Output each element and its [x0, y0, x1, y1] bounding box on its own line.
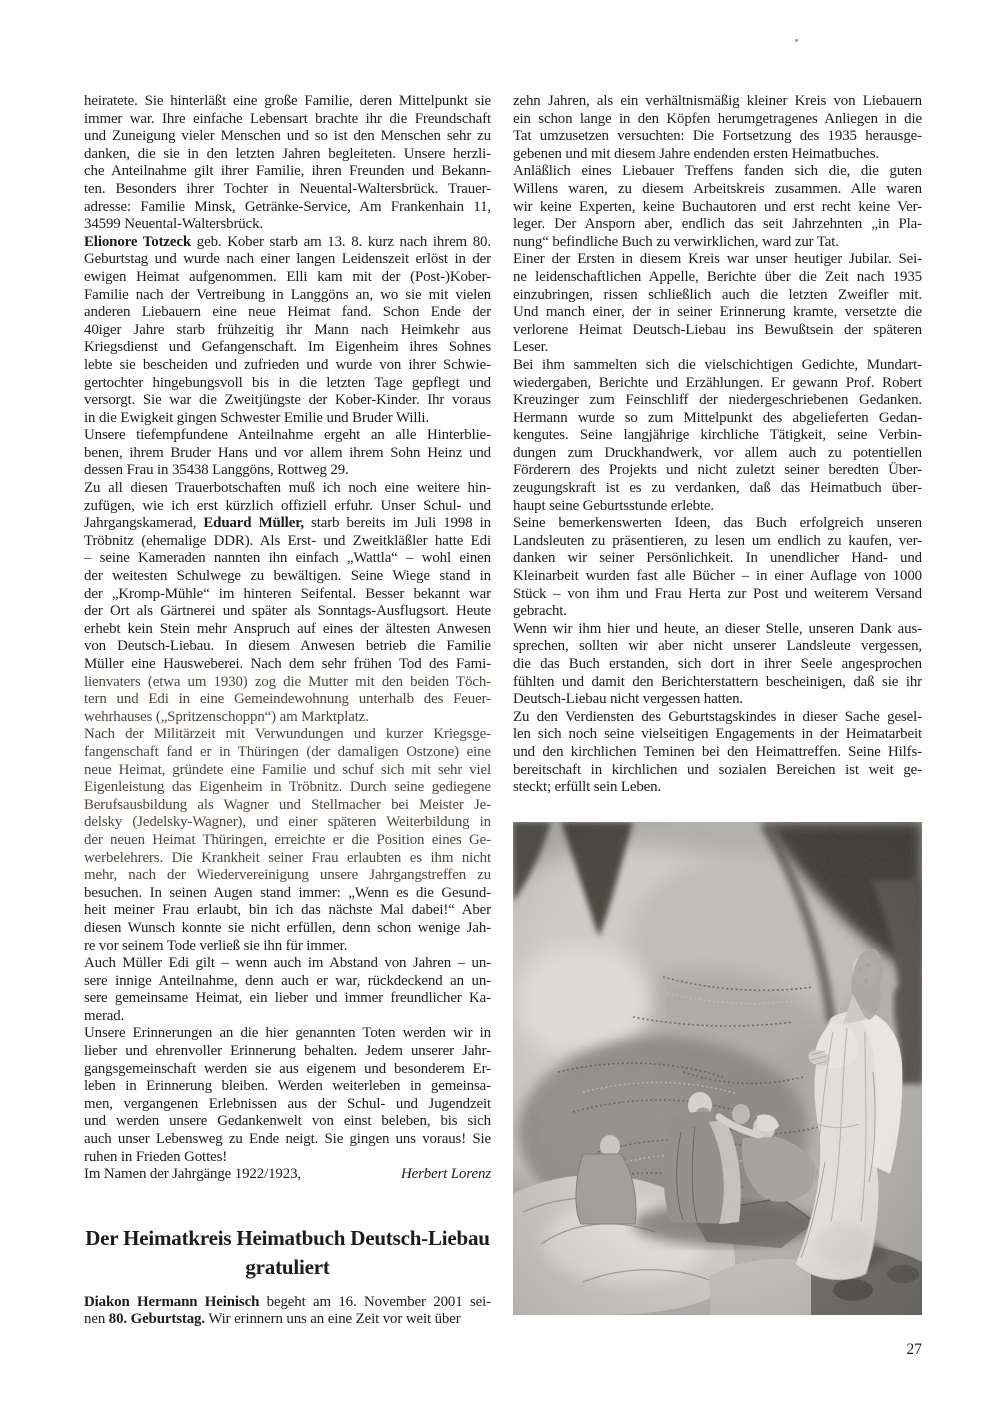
text-line: sere innige Anteilnahme, denn auch er war, rückdeckend an un-	[84, 972, 491, 989]
text-line: Kriegsdienst und Gefangenschaft. Im Eigenheim ihres Sohnes	[84, 339, 491, 356]
text-line: einzubringen, rissen schließlich auch die letzten Zweifler mit.	[513, 286, 922, 303]
heading-line-2: gratuliert	[245, 1254, 330, 1279]
gethsemane-sculpture-photo	[513, 822, 922, 1315]
text-line: heiratete. Sie hinterläßt eine große Familie, deren Mittelpunkt sie	[84, 93, 491, 109]
text-line: diesen Wunsch konnte sie nicht erfüllen, denn schon wenige Jah-	[84, 919, 491, 936]
text-line: lebte sie bescheiden und zufrieden und wurde von ihrer Schwie-	[84, 356, 491, 373]
text-line: len sich noch seine vielseitigen Engagements in der Heimatarbeit	[513, 726, 922, 743]
text-line: lieber und ehrenvoller Erinnerung behalten. Jedem unserer Jahr-	[84, 1043, 491, 1060]
text-line: benen, ihrem Bruder Hans und vor allem ihrem Sohn Heinz und	[84, 444, 491, 461]
text-line: gebenen und mit diesem Jahre endenden ersten Heimatbuches.	[513, 145, 880, 162]
text-line: ten. Besonders ihrer Tochter in Neuental-Waltersbrück. Trauer-	[84, 180, 491, 197]
text-line: Familie nach der Vertreibung in Langgöns an, wo sie mit vielen	[84, 286, 491, 303]
text-line: gangsgemeinschaft werden sie aus eigenem und besonderem Er-	[84, 1060, 491, 1077]
text-line: Geburtstag und wurde nach einer langen Leidenszeit erlöst in der	[84, 251, 491, 268]
text-line: Willens waren, zu diesem Arbeitskreis zusammen. Alle waren	[513, 180, 922, 197]
text-line: Eigenleistung das Eigenheim in Tröbnitz. Durch seine gediegene	[84, 779, 491, 796]
text-line: dessen Frau in 35438 Langgöns, Rottweg 29.	[84, 462, 349, 479]
text-line: und werden unsere Gedankenwelt von einst beleben, bis sich	[84, 1113, 491, 1130]
text-line: und Zuneigung vieler Menschen und so ist den Menschen sehr zu	[84, 128, 491, 145]
signature-name: Herbert Lorenz	[400, 1166, 491, 1183]
right-column	[513, 93, 922, 1315]
text-line: Landsleuten zu präsentieren, zu lesen um endlich zu kaufen, ver-	[513, 532, 922, 549]
text-line: mehr, nach der Wiedervereinigung unsere Jahrgangstreffen zu	[84, 867, 491, 884]
text-line: Seine bemerkenswerten Ideen, das Buch erfolgreich unseren	[513, 515, 922, 532]
text-line: in die Ewigkeit gingen Schwester Emilie und Bruder Willi.	[84, 409, 430, 426]
text-line: der neuen Heimat Thüringen, erreichte er die Position eines Ge-	[84, 831, 491, 848]
text-line: Kreuzinger zum Feinschliff der niedergeschriebenen Gedanken.	[513, 392, 922, 409]
text-line: verlorene Heimat Deutsch-Liebau ins Bewußtsein der späteren	[513, 321, 922, 338]
text-line: heit meiner Frau erlaubt, bin ich das nächste Mal dabei!“ Aber	[84, 902, 491, 919]
text-line: versorgt. Sie war die Zweitjüngste der Kober-Kinder. Ihr voraus	[84, 392, 491, 409]
text-line: fangenschaft fand er in Thüringen (der damaligen Ostzone) eine	[84, 743, 491, 760]
left-column-text	[84, 93, 491, 1184]
text-line: Jahrgangskamerad, Eduard Müller, starb bereits im Juli 1998 in	[84, 515, 491, 532]
text-line: Anläßlich eines Liebauer Treffens fanden sich die, die guten	[513, 163, 922, 180]
text-line: Einer der Ersten in diesem Kreis war unser heutiger Jubilar. Sei-	[513, 251, 922, 268]
text-line: die das Buch erstanden, sich dort in ihrer Seele angesprochen	[513, 656, 922, 672]
text-line: Auch Müller Edi gilt – wenn auch im Abstand von Jahren – un-	[84, 955, 491, 972]
gethsemane-photo-graphic	[513, 822, 922, 1315]
text-line: dungen zum Druckhandwerk, vor allem auch zu potentiellen	[513, 444, 922, 461]
text-line: zehn Jahren, als ein verhältnismäßig kleiner Kreis von Liebauern	[513, 93, 922, 109]
right-column-text	[513, 93, 922, 797]
text-line: der „Kromp-Mühle“ im hinteren Seifental. Besser bekannt war	[84, 585, 491, 602]
text-line: danken wir seiner Persönlichkeit. In unendlicher Hand- und	[513, 550, 922, 567]
section-heading	[84, 1224, 491, 1282]
left-column	[84, 93, 491, 1329]
text-line: – seine Kameraden nannten ihn einfach „Wattla“ – wohl einen	[84, 550, 491, 567]
text-line: Elionore Totzeck geb. Kober starb am 13. 8. kurz nach ihrem 80.	[84, 233, 491, 250]
text-line: leben in Erinnerung bleiben. Werden weiterleben in gemeinsa-	[84, 1078, 491, 1095]
text-line: nung“ befindliche Buch zu verwirklichen, ward zur Tat.	[513, 233, 839, 250]
text-line: 34599 Neuental-Waltersbrück.	[84, 216, 264, 233]
text-line: adresse: Familie Minsk, Getränke-Service, Am Frankenhain 11,	[84, 198, 491, 215]
text-line: Leser.	[513, 339, 549, 356]
text-line: Bei ihm sammelten sich die vielschichtigen Gedichte, Mundart-	[513, 356, 922, 373]
text-line: erhebt kein Stein mehr Anspruch auf eines der ältesten Anwesen	[84, 620, 491, 637]
text-line: Unsere Erinnerungen an die hier genannten Toten werden wir in	[84, 1025, 491, 1042]
text-line: ewigen Heimat aufgenommen. Elli kam mit der (Post-)Kober-	[84, 268, 491, 285]
text-line: Tröbnitz (ehemalige DDR). Als Erst- und Zweitkläßler hatte Edi	[84, 532, 491, 549]
text-line: Zu all diesen Trauerbotschaften muß ich noch eine weitere hin-	[84, 480, 491, 497]
text-line: Tat umzusetzen versuchten: Die Fortsetzung des 1935 herausge-	[513, 128, 922, 145]
text-line: von Deutsch-Liebau. In diesem Anwesen betrieb die Familie	[84, 638, 491, 655]
text-line: ruhen in Frieden Gottes!	[84, 1148, 228, 1165]
text-line: der Ort als Gärtnerei und später als Sonntags-Ausflugsort. Heute	[84, 603, 491, 620]
text-line: ne leidenschaftlichen Appelle, Berichte über die Zeit nach 1935	[513, 268, 922, 285]
text-line: Förderern des Projekts und nicht zuletzt seiner beredten Über-	[513, 462, 922, 479]
text-line: zufügen, wie ich erst kürzlich offiziell erfuhr. Unser Schul- und	[84, 497, 491, 514]
text-line: werbelehrers. Die Krankheit seiner Frau erlaubten es ihm nicht	[84, 849, 491, 866]
text-line: merad.	[84, 1007, 125, 1024]
text-line: men, vergangenen Erlebnissen aus der Schul- und Jugendzeit	[84, 1095, 491, 1112]
text-line	[84, 1166, 491, 1184]
text-line: Müller eine Hausweberei. Nach dem sehr frühen Tod des Fami-	[84, 656, 491, 672]
text-line: Hermann wurde so zum Mittelpunkt des abgelieferten Gedan-	[513, 409, 922, 426]
signature-intro: Im Namen der Jahrgänge 1922/1923,	[84, 1166, 302, 1183]
text-line: bereitschaft in kirchlichen und sozialen Bereichen ist weit ge-	[513, 761, 922, 778]
text-line: besuchen. In seinen Augen stand immer: „Wenn es die Gesund-	[84, 884, 491, 901]
text-line: lienvaters (etwa um 1930) zog die Mutter mit den beiden Töch-	[84, 673, 491, 690]
text-line: delsky (Jedelsky-Wagner), und einer späteren Weiterbildung in	[84, 814, 491, 831]
text-line: Kleinarbeit wurden fast alle Bücher – in einer Auflage von 1000	[513, 568, 922, 585]
text-line: leger. Der Ansporn aber, endlich das seit Jahrzehnten „in Pla-	[513, 216, 922, 233]
text-line: re vor seinem Tode verließ sie ihn für immer.	[84, 937, 348, 954]
text-line: nen 80. Geburtstag. Wir erinnern uns an eine Zeit vor weit über	[84, 1311, 461, 1328]
heading-followup-text	[84, 1294, 491, 1329]
text-line: che Anteilnahme gilt ihrer Familie, ihren Freunden und Bekann-	[84, 163, 491, 180]
text-line: kengutes. Seine langjährige kirchliche Tätigkeit, seine Verbin-	[513, 427, 922, 444]
text-line: steckt; erfüllt sein Leben.	[513, 779, 662, 796]
text-line: gebracht.	[513, 603, 567, 620]
text-line: wiedergaben, Berichte und Erzählungen. Er gewann Prof. Robert	[513, 374, 922, 391]
text-line: Nach der Militärzeit mit Verwundungen und kurzer Kriegsge-	[84, 726, 491, 743]
page-number: 27	[906, 1341, 922, 1358]
text-line: ein schon lange in den Köpfen herumgetragenes Anliegen in die	[513, 110, 922, 127]
text-line: neue Heimat, gründete eine Familie und schuf sich mit sehr viel	[84, 761, 491, 778]
text-line: Wenn wir ihm hier und heute, an dieser Stelle, unseren Dank aus-	[513, 620, 922, 637]
text-line: fühlten und damit den Berichterstattern bescheinigen, daß sie ihr	[513, 673, 922, 690]
text-line: der weitesten Schulwege zu bewältigen. Seine Wiege stand in	[84, 568, 491, 585]
text-line: Deutsch-Liebau nicht vergessen hatten.	[513, 691, 744, 708]
text-line: danken, die sie in den letzten Jahren begleiteten. Unsere herzli-	[84, 145, 491, 162]
text-line: und den kirchlichen Teminen bei den Heimattreffen. Seine Hilfs-	[513, 743, 922, 760]
text-line: Unsere tiefempfundene Anteilnahme ergeht an alle Hinterblie-	[84, 427, 491, 444]
text-line: haupt seine Geburtsstunde erlebte.	[513, 497, 715, 514]
text-line: wehrhauses („Spritzenschoppn“) am Marktplatz.	[84, 708, 369, 725]
text-line: wir keine Experten, keine Buchautoren und erst recht keine Ver-	[513, 198, 922, 215]
text-line: immer war. Ihre einfache Lebensart brachte ihr die Freundschaft	[84, 110, 491, 127]
text-line: anderen Liebauern eine neue Heimat fand. Schon Ende der	[84, 304, 491, 321]
text-line: sere gemeinsame Heimat, ein lieber und immer freundlicher Ka-	[84, 990, 491, 1007]
text-line: 40iger Jahre starb frühzeitig ihr Mann nach Heimkehr aus	[84, 321, 491, 338]
text-line: Diakon Hermann Heinisch begeht am 16. November 2001 sei-	[84, 1293, 491, 1310]
text-line: tern und Edi in eine Gemeindewohnung unterhalb des Feuer-	[84, 691, 491, 708]
text-line: Stück – von ihm und Frau Herta zur Post und weiterem Versand	[513, 585, 922, 602]
heading-line-1: Der Heimatkreis Heimatbuch Deutsch-Liebau	[85, 1225, 490, 1250]
scan-artifact-dot	[795, 39, 798, 42]
text-line: Und manch einer, der in seiner Erinnerung kramte, versetzte die	[513, 304, 922, 321]
text-line: gertochter hingebungsvoll bis in die letzten Tage gepflegt und	[84, 374, 491, 391]
text-line: zeugungskraft ist es zu verdanken, daß das Heimatbuch über-	[513, 480, 922, 497]
text-line: sprechen, sollten wir aber nicht unserer Landsleute vergessen,	[513, 638, 922, 655]
text-line: Zu den Verdiensten des Geburtstagskindes in dieser Sache gesel-	[513, 708, 922, 725]
text-line: Berufsausbildung als Wagner und Stellmacher bei Meister Je-	[84, 796, 491, 813]
text-line: auch unser Lebensweg zu Ende neigt. Sie gingen uns voraus! Sie	[84, 1131, 491, 1148]
